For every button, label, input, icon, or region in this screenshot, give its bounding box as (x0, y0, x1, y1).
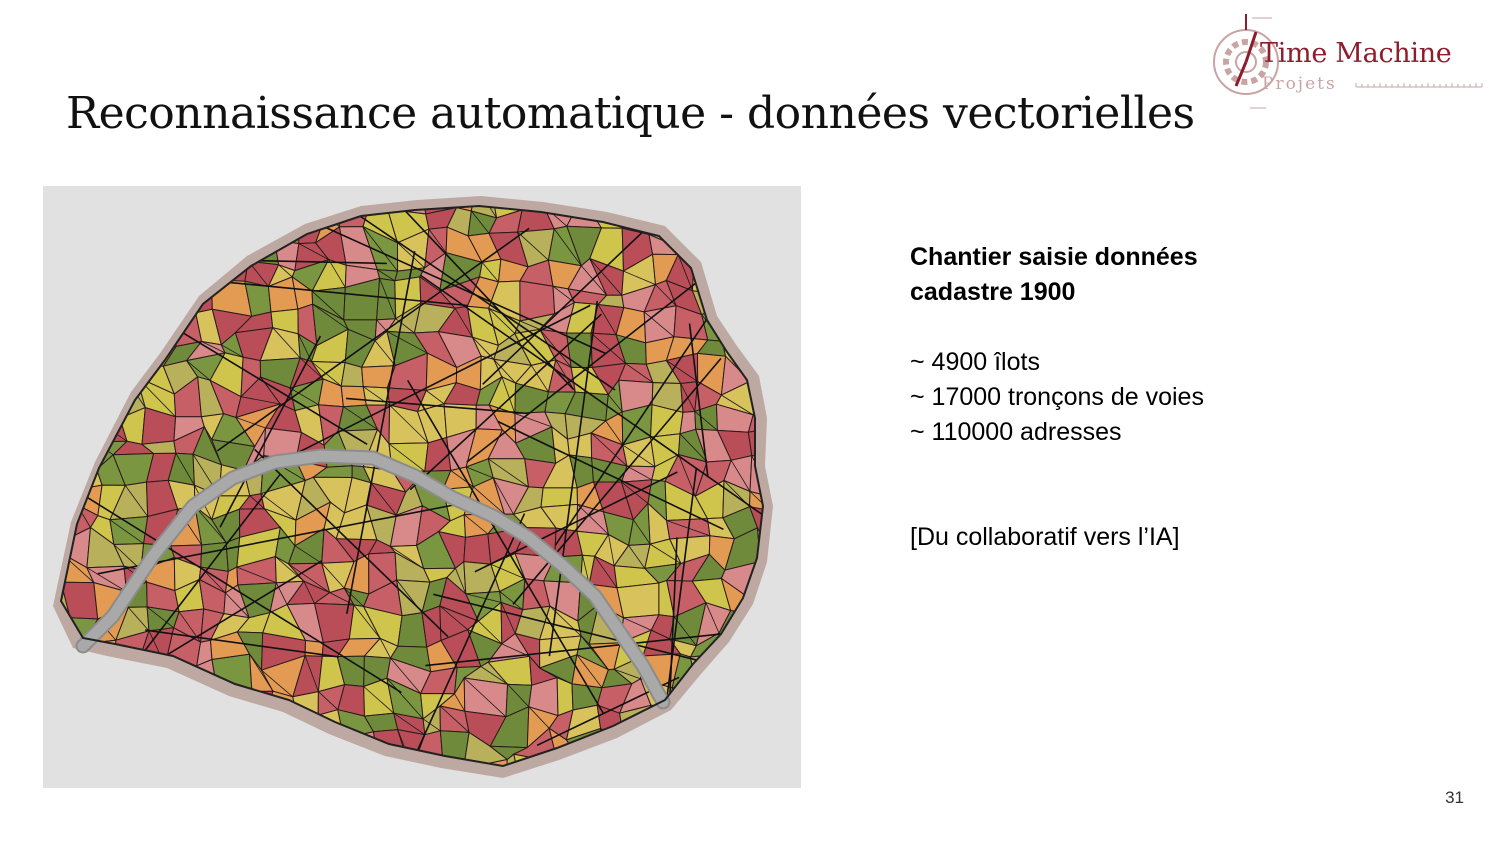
map-block (43, 488, 77, 522)
map-street (168, 186, 191, 208)
map-block (170, 236, 195, 270)
map-street (699, 186, 722, 208)
map-block (212, 737, 254, 759)
map-block (753, 730, 778, 770)
map-block (59, 653, 103, 686)
map-street (111, 186, 145, 208)
map-block (117, 733, 155, 753)
map-street (641, 742, 684, 772)
map-street (775, 302, 801, 339)
map-street (757, 613, 775, 635)
map-block (770, 383, 801, 418)
map-block (699, 186, 735, 208)
map-block (43, 765, 68, 788)
map-block (110, 517, 148, 545)
map-block (117, 327, 150, 366)
map-block (43, 653, 72, 696)
map-block (746, 259, 772, 283)
map-street (61, 713, 86, 737)
map-block (43, 186, 72, 212)
map-block (316, 753, 352, 788)
map-street (87, 257, 121, 284)
map-block (117, 753, 155, 788)
map-block (722, 239, 760, 262)
map-block (195, 260, 212, 288)
map-street (684, 772, 691, 788)
map-street (43, 245, 60, 252)
map-block (755, 764, 782, 788)
map-block (269, 762, 298, 788)
map-block (68, 737, 92, 769)
map-block (774, 607, 801, 635)
map-block (667, 708, 702, 746)
map-block (87, 206, 118, 246)
map-block (43, 314, 74, 333)
map-block (60, 253, 90, 295)
map-street (43, 186, 72, 207)
map-block (152, 754, 177, 789)
map-block (719, 709, 761, 740)
map-block (212, 710, 254, 740)
map-block (43, 360, 68, 396)
map-block (723, 754, 757, 788)
map-street (770, 511, 801, 532)
map-street (145, 733, 176, 764)
map-street (727, 709, 754, 730)
map-street (599, 765, 617, 789)
map-image (43, 186, 801, 788)
time-machine-logo (1206, 10, 1490, 116)
map-block (771, 458, 801, 497)
map-street (111, 316, 137, 327)
map-street (774, 682, 801, 718)
map-block (755, 233, 771, 261)
map-block (464, 534, 491, 564)
map-block (187, 231, 228, 269)
map-block (720, 653, 752, 696)
map-block (86, 708, 121, 737)
map-block (68, 186, 95, 221)
map-block (61, 684, 99, 713)
map-block (720, 692, 760, 721)
map-block (162, 208, 191, 242)
map-block (43, 406, 74, 444)
map-block (145, 733, 176, 764)
page-number: 31 (1445, 788, 1464, 807)
map-block (43, 460, 65, 493)
map-block (60, 333, 92, 369)
map-block (111, 280, 153, 316)
map-block (116, 684, 151, 708)
map-block (220, 756, 248, 788)
map-block (192, 186, 212, 220)
map-street (750, 332, 778, 357)
map-block (631, 186, 659, 221)
map-block (176, 757, 196, 788)
map-block (643, 756, 684, 788)
map-block (740, 302, 781, 332)
map-street (667, 186, 701, 202)
map-block (43, 707, 70, 738)
map-block (58, 207, 95, 235)
map-block (63, 291, 90, 316)
map-block (65, 406, 95, 442)
map-block (43, 233, 60, 269)
map-street (117, 356, 137, 377)
map-block (774, 682, 801, 718)
map-street (772, 280, 801, 314)
map-street (659, 186, 680, 214)
map-block (753, 715, 776, 742)
map-block (770, 487, 801, 520)
map-street (768, 742, 801, 771)
map-street (195, 260, 211, 280)
map-block (63, 362, 96, 392)
map-block (43, 253, 63, 292)
map-block (699, 202, 722, 245)
map-block (139, 186, 168, 217)
map-street (722, 252, 746, 284)
map-block (772, 356, 801, 393)
map-block (166, 711, 193, 746)
map-street (43, 640, 59, 653)
map-block (349, 758, 377, 788)
map-street (228, 231, 249, 261)
map-street (734, 653, 749, 693)
map-block (211, 219, 240, 232)
map-block (97, 684, 121, 713)
map-street (776, 588, 801, 612)
map-block (775, 302, 801, 339)
map-block (377, 278, 396, 320)
map-block (86, 356, 126, 385)
map-block (119, 705, 150, 735)
map-block (317, 186, 352, 214)
content-heading-line1: Chantier saisie données (910, 243, 1198, 271)
map-block (89, 284, 121, 315)
map-block (617, 583, 659, 618)
map-block (66, 762, 92, 788)
map-street (90, 295, 112, 316)
map-street (43, 329, 68, 369)
map-block (187, 740, 219, 758)
map-block (580, 760, 605, 788)
map-block (86, 340, 129, 362)
map-block (109, 259, 150, 284)
map-block (744, 635, 776, 658)
map-block (749, 656, 776, 693)
map-block (341, 386, 366, 407)
map-street (766, 546, 801, 571)
map-block (145, 705, 169, 733)
map-street (723, 754, 757, 788)
map-block (90, 379, 125, 419)
map-block (251, 710, 280, 737)
map-block (166, 260, 202, 288)
map-block (766, 228, 801, 259)
map-block (697, 709, 727, 746)
map-street (558, 763, 580, 789)
map-block (292, 753, 322, 788)
map-street (760, 722, 768, 742)
slide-title: Reconnaissance automatique - données vectorielles (66, 88, 1195, 139)
map-block (143, 259, 170, 285)
map-block (552, 760, 580, 788)
map-block (187, 756, 220, 788)
map-block (161, 686, 199, 711)
map-block (771, 206, 801, 233)
map-block (162, 186, 194, 217)
paris-cadastre-map (43, 186, 801, 788)
map-block (667, 186, 701, 214)
map-block (87, 235, 110, 263)
map-block (719, 730, 755, 764)
map-block (144, 684, 167, 712)
map-block (768, 715, 801, 745)
map-street (187, 242, 212, 269)
map-block (43, 290, 74, 316)
map-street (746, 283, 775, 301)
map-street (699, 241, 722, 252)
map-block (740, 280, 775, 312)
map-street (68, 186, 87, 221)
map-block (770, 416, 801, 431)
map-block (695, 683, 727, 711)
map-block (722, 208, 755, 245)
map-street (784, 607, 801, 627)
map-block (774, 628, 801, 658)
map-block (143, 236, 171, 270)
map-block (246, 758, 276, 788)
map-block (151, 280, 167, 314)
map-block (599, 763, 634, 788)
map-block (43, 687, 72, 713)
map-street (143, 259, 166, 285)
map-block (187, 208, 228, 242)
map-block (169, 734, 187, 764)
collaborative-note: [Du collaboratif vers l’IA] (910, 523, 1180, 551)
map-block (86, 753, 124, 788)
map-block (188, 711, 227, 746)
map-street (60, 253, 90, 295)
map-block (766, 255, 801, 295)
map-block (211, 186, 253, 220)
map-block (86, 735, 119, 762)
map-block (722, 252, 760, 296)
map-block (694, 241, 722, 262)
map-block (240, 186, 272, 219)
map-street (264, 723, 300, 744)
map-street (760, 262, 772, 280)
map-block (617, 756, 656, 788)
map-street (117, 753, 153, 788)
map-block (745, 209, 780, 239)
map-street (220, 756, 246, 788)
map-block (625, 742, 656, 763)
map-block (667, 741, 702, 773)
logo-title: Time Machine (1260, 38, 1452, 69)
map-block (109, 244, 143, 264)
map-street (269, 763, 298, 788)
map-block (776, 581, 801, 611)
map-block (749, 682, 776, 721)
map-block (111, 206, 146, 246)
map-block (89, 313, 128, 344)
map-street (169, 734, 187, 758)
map-block (111, 186, 145, 208)
map-street (727, 296, 740, 312)
map-block (778, 427, 801, 466)
map-street (72, 207, 96, 235)
map-street (43, 290, 74, 316)
map-block (772, 280, 801, 314)
map-block (766, 532, 801, 570)
map-block (43, 207, 72, 246)
map-street (58, 233, 87, 257)
map-street (176, 764, 196, 788)
map-block (641, 741, 684, 773)
map-street (43, 471, 60, 493)
map-block (766, 569, 801, 587)
map-block (774, 186, 801, 216)
map-block (725, 283, 746, 311)
logo-subtitle: Projets (1262, 74, 1337, 94)
map-block (60, 313, 92, 340)
map-street (96, 385, 120, 419)
map-block (744, 607, 784, 644)
map-street (300, 744, 316, 754)
map-block (294, 186, 326, 214)
map-block (236, 206, 275, 240)
stat-adresses: ~ 110000 adresses (910, 418, 1122, 446)
map-block (58, 233, 95, 257)
map-street (95, 235, 109, 263)
map-street (118, 206, 144, 244)
map-street (740, 311, 781, 331)
map-block (691, 754, 725, 788)
map-block (778, 332, 801, 357)
map-street (413, 768, 441, 789)
map-block (774, 656, 801, 684)
map-street (280, 731, 292, 763)
map-block (269, 731, 299, 763)
map-block (270, 186, 298, 209)
map-block (778, 770, 801, 788)
map-block (339, 186, 375, 206)
stat-ilots: ~ 4900 îlots (910, 348, 1040, 376)
map-block (744, 186, 779, 216)
map-street (248, 758, 276, 788)
map-block (43, 440, 65, 471)
stat-troncons: ~ 17000 tronçons de voies (910, 383, 1204, 411)
map-block (61, 713, 97, 738)
map-block (87, 257, 121, 294)
map-block (65, 440, 96, 469)
map-block (143, 208, 171, 244)
map-street (43, 522, 61, 543)
map-block (544, 186, 579, 206)
map-block (63, 385, 96, 416)
map-street (778, 357, 801, 394)
map-block (43, 329, 68, 369)
map-block (698, 740, 724, 757)
map-block (248, 731, 280, 763)
map-block (768, 742, 801, 771)
map-block (722, 186, 745, 209)
content-heading-line2: cadastre 1900 (910, 278, 1076, 306)
map-block (43, 539, 61, 567)
map-street (352, 186, 371, 203)
content-text (910, 240, 1370, 555)
map-block (43, 640, 74, 656)
map-street (89, 313, 128, 344)
map-block (658, 186, 680, 218)
map-street (719, 740, 755, 764)
map-street (752, 656, 774, 683)
map-street (43, 765, 66, 788)
map-block (681, 757, 698, 788)
map-block (87, 186, 118, 221)
map-block (43, 391, 74, 421)
map-block (292, 733, 329, 762)
map-street (211, 186, 240, 219)
map-block (43, 734, 70, 769)
map-block (98, 657, 116, 684)
map-street (771, 497, 801, 520)
map-block (111, 314, 153, 344)
